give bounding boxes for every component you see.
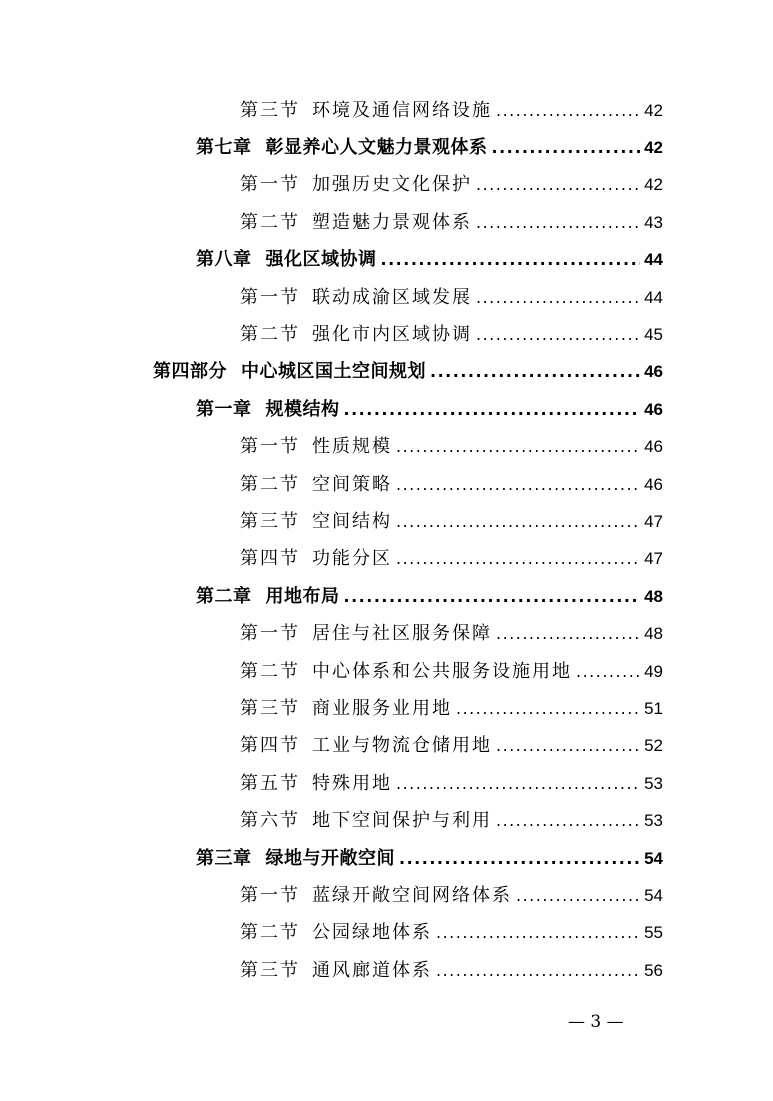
toc-entry-title: 加强历史文化保护 <box>312 174 472 196</box>
toc-entry-part[interactable] <box>0 352 773 389</box>
toc-entry-title: 中心城区国土空间规划 <box>241 361 426 383</box>
toc-entry-page-number: 51 <box>644 698 663 718</box>
toc-entry-chapter[interactable] <box>0 127 773 164</box>
toc-entry-label: 第二章 <box>196 585 252 607</box>
toc-entry-section[interactable] <box>0 763 773 800</box>
toc-entry-section[interactable] <box>0 726 773 763</box>
toc-entry-page-number: 53 <box>644 773 663 793</box>
toc-entry-page-number: 54 <box>644 885 663 905</box>
dot-leader <box>396 475 640 494</box>
toc-entry-label: 第一节 <box>240 884 300 906</box>
toc-entry-label: 第五节 <box>240 772 300 794</box>
toc-entry-label: 第一节 <box>240 174 300 196</box>
toc-entry-chapter[interactable] <box>0 576 773 613</box>
toc-entry-page-number: 46 <box>644 437 663 457</box>
toc-entry-label: 第三章 <box>196 847 252 869</box>
toc-entry-label: 第四节 <box>240 735 300 757</box>
toc-entry-section[interactable] <box>0 202 773 239</box>
toc-entry-page-number: 48 <box>644 624 663 644</box>
dot-leader <box>476 175 640 194</box>
toc-entry-page-number: 42 <box>644 175 663 195</box>
toc-entry-page-number: 48 <box>644 586 663 606</box>
toc-entry-section[interactable] <box>0 90 773 127</box>
toc-entry-page-number: 42 <box>644 100 663 120</box>
toc-entry-label: 第二节 <box>240 324 300 346</box>
dot-leader <box>492 138 641 157</box>
toc-entry-chapter[interactable] <box>0 838 773 875</box>
toc-entry-label: 第一节 <box>240 436 300 458</box>
toc-entry-label: 第三节 <box>240 99 300 121</box>
dot-leader <box>396 512 640 531</box>
toc-entry-label: 第七章 <box>196 137 252 159</box>
toc-entry-title: 通风廊道体系 <box>312 959 432 981</box>
dot-leader <box>516 886 640 905</box>
toc-entry-label: 第八章 <box>196 249 252 271</box>
toc-entry-page-number: 54 <box>644 848 663 868</box>
toc-entry-section[interactable] <box>0 277 773 314</box>
toc-entry-title: 绿地与开敞空间 <box>265 847 395 869</box>
toc-entry-title: 强化区域协调 <box>265 249 377 271</box>
dot-leader <box>496 101 640 120</box>
toc-entry-page-number: 45 <box>644 325 663 345</box>
dot-leader <box>496 811 640 830</box>
toc-entry-section[interactable] <box>0 539 773 576</box>
toc-entry-title: 塑造魅力景观体系 <box>312 211 472 233</box>
toc-entry-title: 环境及通信网络设施 <box>312 99 492 121</box>
toc-entry-chapter[interactable] <box>0 240 773 277</box>
toc-entry-title: 工业与物流仓储用地 <box>312 735 492 757</box>
dot-leader <box>344 400 641 419</box>
toc-entry-page-number: 44 <box>644 250 663 270</box>
dot-leader <box>476 325 640 344</box>
toc-entry-section[interactable] <box>0 613 773 650</box>
toc-entry-label: 第六节 <box>240 810 300 832</box>
toc-entry-label: 第一节 <box>240 286 300 308</box>
toc-entry-label: 第四部分 <box>153 361 227 383</box>
toc-entry-page-number: 55 <box>644 923 663 943</box>
toc-entry-title: 性质规模 <box>312 436 392 458</box>
toc-entry-page-number: 46 <box>644 474 663 494</box>
table-of-contents <box>0 90 773 987</box>
toc-entry-title: 商业服务业用地 <box>312 697 452 719</box>
toc-entry-title: 居住与社区服务保障 <box>312 623 492 645</box>
toc-entry-page-number: 53 <box>644 811 663 831</box>
toc-entry-page-number: 46 <box>644 399 663 419</box>
dot-leader <box>344 587 641 606</box>
toc-entry-page-number: 46 <box>644 362 663 382</box>
toc-entry-label: 第二节 <box>240 211 300 233</box>
toc-entry-label: 第三节 <box>240 697 300 719</box>
dot-leader <box>576 662 640 681</box>
page-number-footer: — 3 — <box>568 1012 624 1032</box>
toc-entry-section[interactable] <box>0 501 773 538</box>
dot-leader <box>396 549 640 568</box>
toc-entry-title: 规模结构 <box>265 398 340 420</box>
toc-entry-title: 地下空间保护与利用 <box>312 810 492 832</box>
toc-entry-section[interactable] <box>0 875 773 912</box>
toc-entry-title: 彰显养心人文魅力景观体系 <box>265 137 488 159</box>
dot-leader <box>496 736 640 755</box>
toc-entry-section[interactable] <box>0 651 773 688</box>
toc-entry-title: 蓝绿开敞空间网络体系 <box>312 884 512 906</box>
toc-entry-page-number: 52 <box>644 736 663 756</box>
toc-entry-title: 功能分区 <box>312 548 392 570</box>
dot-leader <box>496 624 640 643</box>
toc-entry-label: 第三节 <box>240 510 300 532</box>
toc-entry-page-number: 44 <box>644 287 663 307</box>
dot-leader <box>396 437 640 456</box>
toc-entry-label: 第二节 <box>240 660 300 682</box>
toc-entry-title: 空间结构 <box>312 510 392 532</box>
toc-entry-title: 用地布局 <box>265 585 340 607</box>
toc-entry-title: 联动成渝区域发展 <box>312 286 472 308</box>
toc-entry-section[interactable] <box>0 314 773 351</box>
toc-entry-label: 第一节 <box>240 623 300 645</box>
toc-entry-label: 第二节 <box>240 922 300 944</box>
dot-leader <box>456 699 640 718</box>
toc-entry-chapter[interactable] <box>0 389 773 426</box>
toc-entry-page-number: 43 <box>644 212 663 232</box>
toc-entry-page-number: 49 <box>644 661 663 681</box>
toc-entry-title: 特殊用地 <box>312 772 392 794</box>
toc-entry-title: 强化市内区域协调 <box>312 324 472 346</box>
toc-entry-section[interactable] <box>0 427 773 464</box>
dot-leader <box>399 849 640 868</box>
dot-leader <box>396 774 640 793</box>
toc-entry-section[interactable] <box>0 913 773 950</box>
dot-leader <box>476 213 640 232</box>
toc-entry-section[interactable] <box>0 688 773 725</box>
toc-entry-page-number: 47 <box>644 549 663 569</box>
toc-entry-section[interactable] <box>0 165 773 202</box>
toc-entry-label: 第四节 <box>240 548 300 570</box>
dot-leader <box>436 923 640 942</box>
dot-leader <box>381 250 641 269</box>
toc-entry-title: 公园绿地体系 <box>312 922 432 944</box>
toc-entry-page-number: 42 <box>644 138 663 158</box>
toc-entry-section[interactable] <box>0 464 773 501</box>
toc-entry-section[interactable] <box>0 950 773 987</box>
toc-entry-page-number: 56 <box>644 960 663 980</box>
dot-leader <box>436 961 640 980</box>
toc-entry-label: 第二节 <box>240 473 300 495</box>
toc-entry-label: 第三节 <box>240 959 300 981</box>
toc-entry-title: 空间策略 <box>312 473 392 495</box>
toc-entry-section[interactable] <box>0 800 773 837</box>
dot-leader <box>430 362 640 381</box>
toc-entry-title: 中心体系和公共服务设施用地 <box>312 660 572 682</box>
toc-entry-page-number: 47 <box>644 511 663 531</box>
dot-leader <box>476 288 640 307</box>
toc-entry-label: 第一章 <box>196 398 252 420</box>
